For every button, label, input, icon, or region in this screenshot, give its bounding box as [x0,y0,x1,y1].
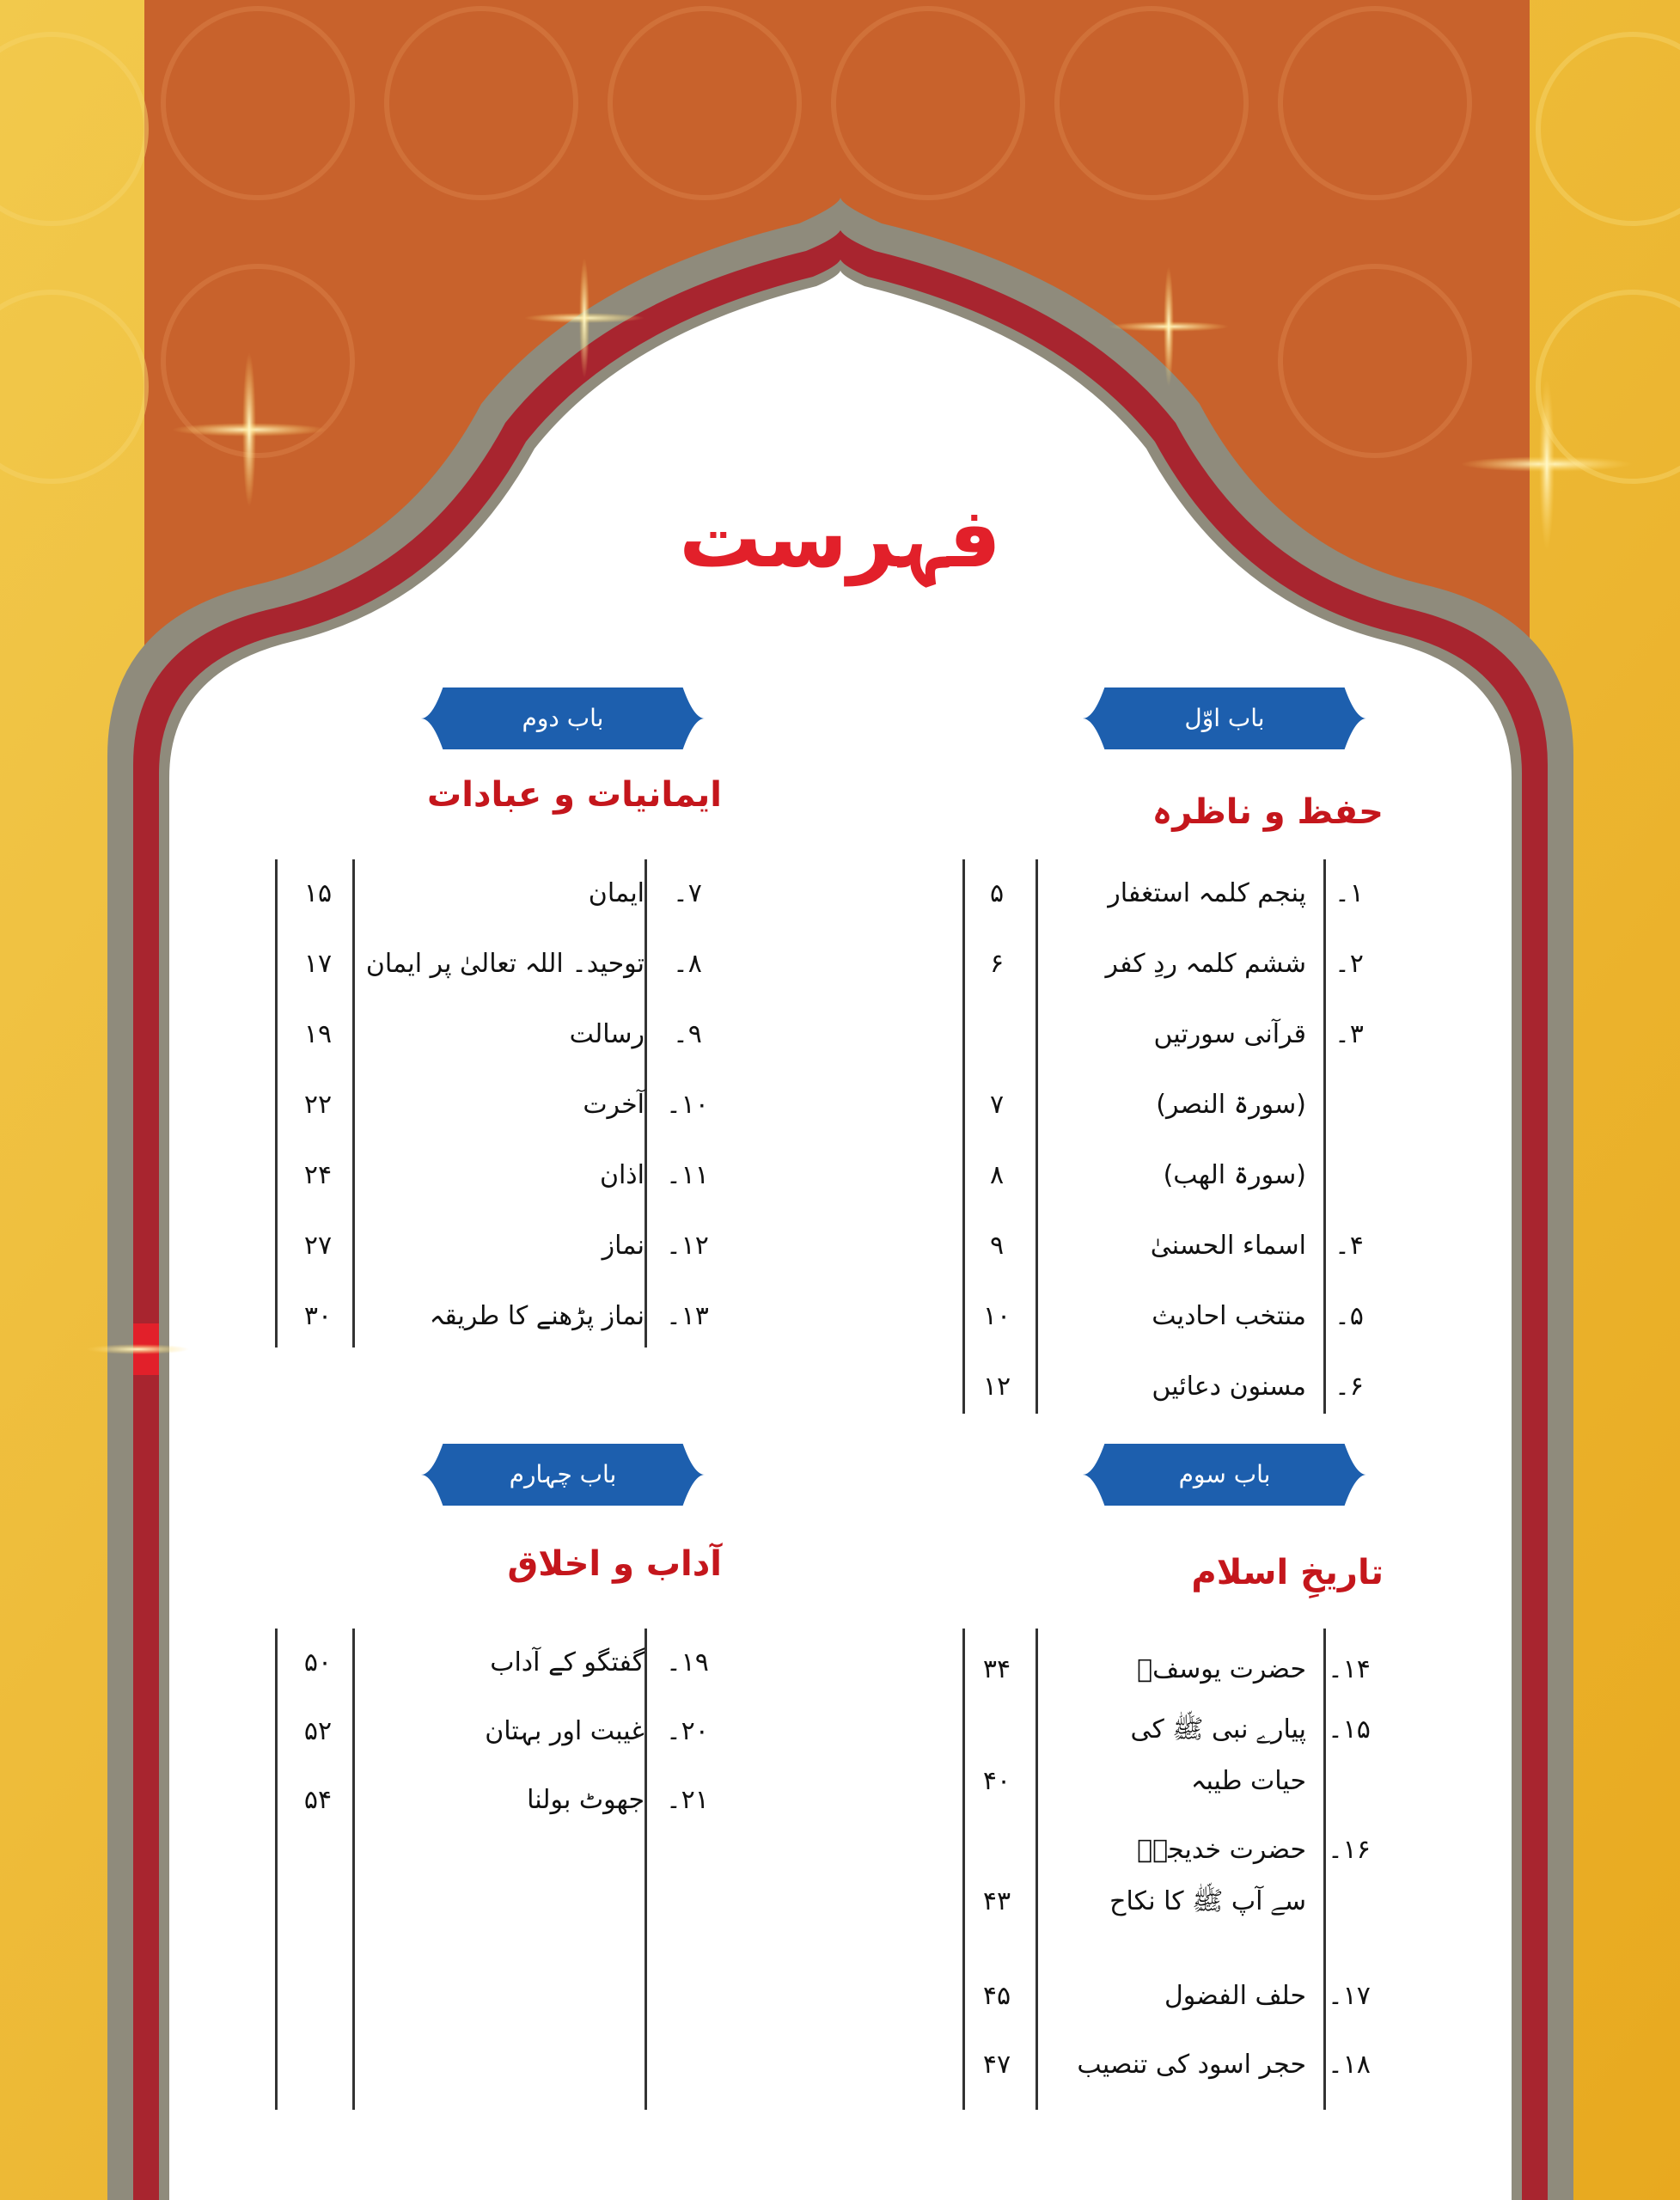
toc-number: ۶۔ [1335,1372,1364,1402]
toc-number: ۱۸۔ [1328,2050,1371,2080]
toc-page-number: ۸ [989,1160,1005,1190]
toc-title: (سورۃ النصر) [1156,1090,1306,1120]
toc-title: ایمان [588,878,645,908]
toc-page-number: ۱۷ [303,949,333,979]
toc-number: ۷۔ [673,878,702,908]
toc-title: سے آپ ﷺ کا نکاح [1109,1886,1306,1916]
chapter-heading: ایمانیات و عبادات [427,775,722,815]
toc-page-number: ۴۰ [982,1766,1011,1796]
table-divider [275,859,278,1348]
toc-page-number: ۵ [989,878,1005,908]
toc-title: ششم کلمہ ردِ کفر [1105,949,1306,979]
table-divider [275,1629,278,2110]
toc-title: جھوٹ بولنا [527,1785,645,1815]
toc-number: ۸۔ [673,949,702,979]
toc-title: قرآنی سورتیں [1153,1019,1306,1049]
toc-title: حیات طیبہ [1190,1766,1306,1796]
toc-number: ۱۳۔ [666,1301,709,1331]
table-divider [962,1629,965,2110]
toc-page-number: ۱۰ [982,1301,1011,1331]
toc-number: ۲۔ [1335,949,1364,979]
toc-title: نماز پڑھنے کا طریقہ [429,1301,645,1331]
table-divider [645,1629,647,2110]
toc-page-number: ۳۰ [303,1301,333,1331]
toc-title: (سورۃ الھب) [1163,1160,1306,1190]
toc-number: ۳۔ [1335,1019,1364,1049]
table-divider [1035,859,1038,1414]
chapter-badge-label: باب سوم [1178,1460,1271,1488]
toc-number: ۱۲۔ [666,1231,709,1261]
toc-title: گفتگو کے آداب [490,1647,645,1678]
toc-number: ۱۵۔ [1328,1714,1371,1745]
toc-number: ۱۰۔ [666,1090,709,1120]
toc-title: حضرت یوسفؑ [1137,1654,1306,1684]
toc-page-number: ۵۴ [303,1785,333,1815]
toc-title: حضرت خدیجہؓ [1137,1835,1306,1865]
toc-title: حجر اسود کی تنصیب [1077,2050,1306,2080]
toc-title: نماز [602,1231,645,1261]
toc-page-number: ۳۴ [982,1654,1011,1684]
toc-number: ۱۷۔ [1328,1981,1371,2011]
toc-page-number: ۴۷ [982,2050,1011,2080]
toc-title: رسالت [569,1019,645,1049]
table-divider [352,1629,355,2110]
chapter-badge [421,1444,705,1506]
toc-number: ۲۰۔ [666,1716,709,1746]
toc-title: آخرت [583,1090,645,1120]
table-divider [962,859,965,1414]
toc-number: ۱۔ [1335,878,1364,908]
toc-page-number: ۴۳ [982,1886,1011,1916]
toc-page-number: ۲۷ [303,1231,333,1261]
toc-title: توحید۔ اللہ تعالیٰ پر ایمان [365,949,645,979]
chapter-heading: تاریخِ اسلام [1191,1553,1384,1592]
toc-title: حلف الفضول [1164,1981,1306,2011]
toc-title: اسماء الحسنیٰ [1150,1231,1306,1261]
chapter-badge [1083,1444,1366,1506]
toc-number: ۱۶۔ [1328,1835,1371,1865]
page-title: فہرست [679,490,1001,586]
toc-number: ۵۔ [1335,1301,1364,1331]
toc-title: منتخب احادیث [1152,1301,1306,1331]
chapter-badge-label: باب چہارم [509,1460,617,1488]
toc-page-number: ۲۲ [303,1090,333,1120]
toc-page-number: ۴۵ [982,1981,1011,2011]
chapter-badge [421,688,705,749]
toc-number: ۱۹۔ [666,1647,709,1678]
toc-page-number: ۵۲ [303,1716,333,1746]
toc-number: ۴۔ [1335,1231,1364,1261]
toc-page-number: ۵۰ [303,1647,333,1678]
chapter-heading: حفظ و ناظرہ [1152,792,1384,832]
table-divider [1035,1629,1038,2110]
chapter-badge-label: باب اوّل [1184,704,1265,732]
toc-page-number: ۱۵ [303,878,333,908]
toc-title: پیارے نبی ﷺ کی [1130,1714,1306,1745]
toc-title: مسنون دعائیں [1152,1372,1306,1402]
table-divider [1323,1629,1326,2110]
table-divider [645,859,647,1348]
toc-page-number: ۲۴ [303,1160,333,1190]
toc-page-number: ۷ [989,1090,1005,1120]
toc-number: ۹۔ [673,1019,702,1049]
chapter-badge-label: باب دوم [522,704,604,732]
chapter-heading: آداب و اخلاق [507,1544,722,1584]
toc-number: ۱۱۔ [666,1160,709,1190]
toc-page-number: ۶ [989,949,1005,979]
toc-number: ۱۴۔ [1328,1654,1371,1684]
toc-page-number: ۱۹ [303,1019,333,1049]
toc-title: غیبت اور بہتان [485,1716,645,1746]
toc-page-number: ۹ [989,1231,1005,1261]
chapter-badge [1083,688,1366,749]
toc-title: پنجم کلمہ استغفار [1108,878,1306,908]
toc-page-number: ۱۲ [982,1372,1011,1402]
toc-number: ۲۱۔ [666,1785,709,1815]
toc-title: اذان [599,1160,645,1190]
table-divider [352,859,355,1348]
